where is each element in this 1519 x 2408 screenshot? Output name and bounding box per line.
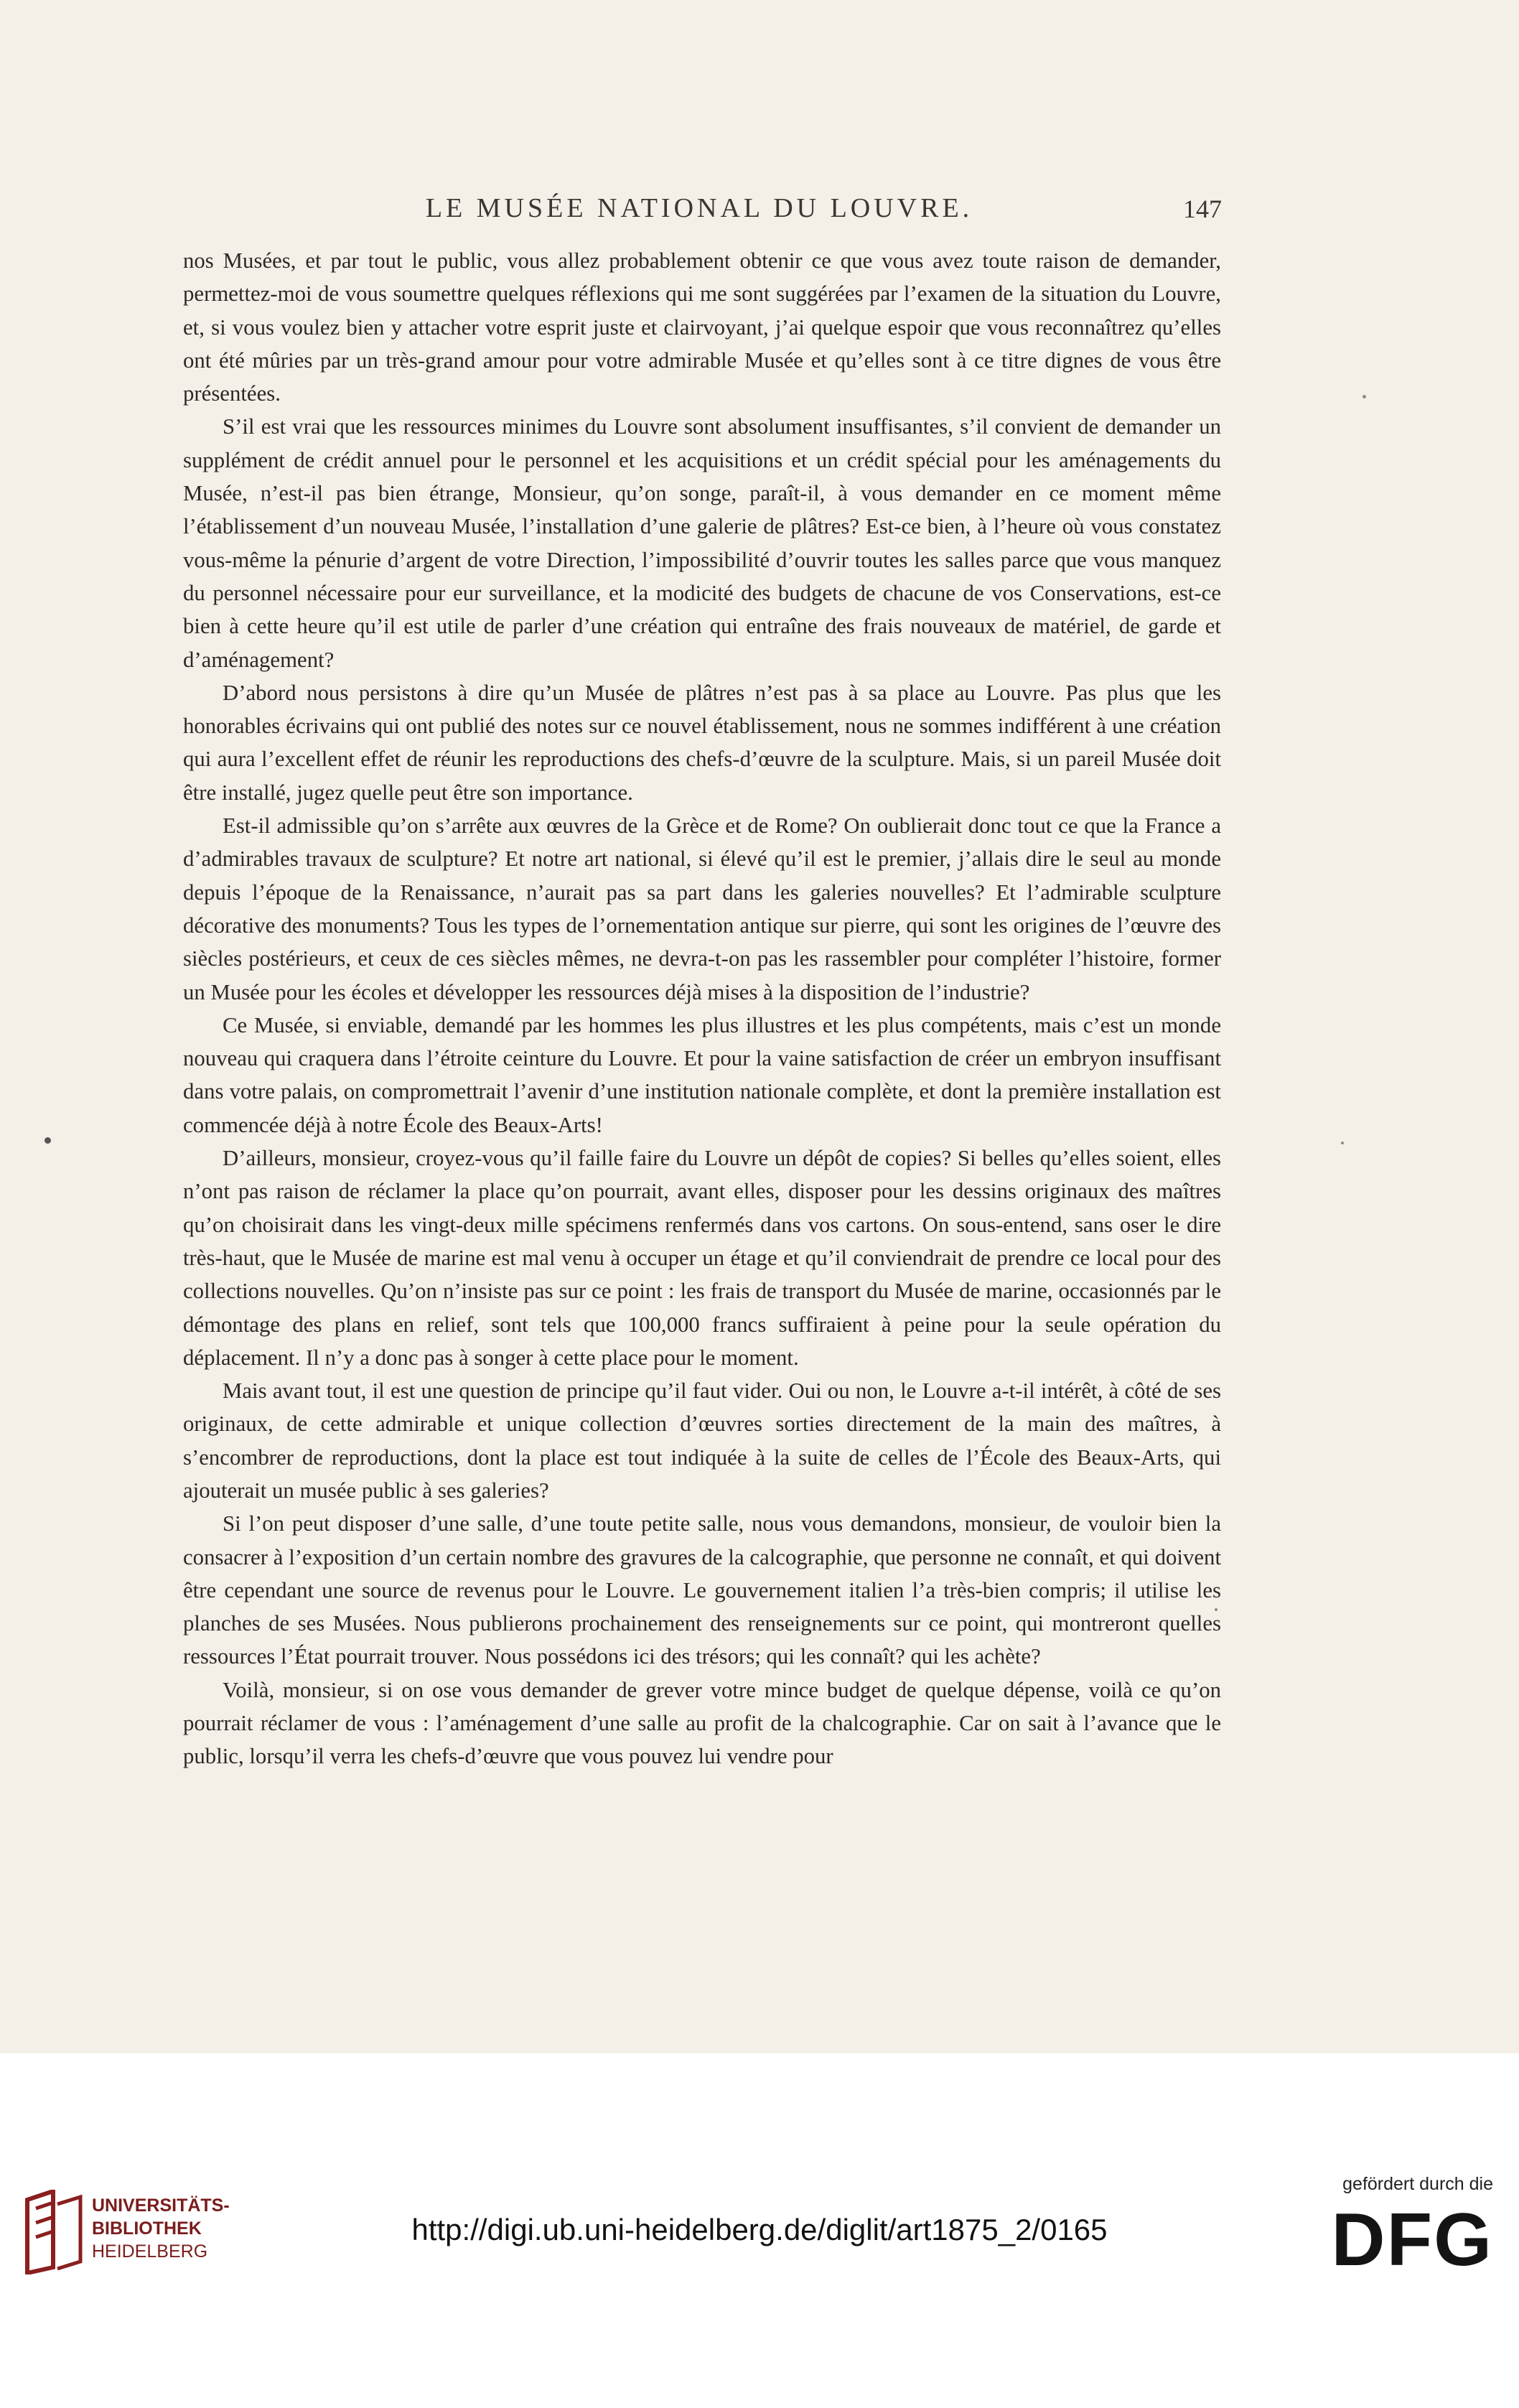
paragraph: Voilà, monsieur, si on ose vous demander de grever votre mince budget de quelque dépense, voilà ce qu’on pourrait réclamer de vous : l’aménagement d’une salle au profit de la chalcographie. Car on sait à l’avance que le public, lorsqu’il verra les chefs-d’œuvre que vous pouvez lui vendre pour xyxy=(183,1677,1221,1769)
paragraph: Si l’on peut disposer d’une salle, d’une toute petite salle, nous vous demandons, monsieur, de vouloir bien la consacrer à l’exposition d’un certain nombre des gravures de la calcographie, que personne ne connaît, et qui doivent être cependant une source de revenus pour le Louvre. Le gouvernement italien l’a très-bien compris; il utilise les planches de ses Musées. Nous publierons prochainement des renseignements sur ce point, qui montreront quelles ressources l’État pourrait trouver. Nous possédons ici des trésors; qui les connaît? qui les achète? xyxy=(183,1511,1221,1669)
funded-by-label: gefördert durch die xyxy=(1342,2174,1493,2194)
library-name-line: BIBLIOTHEK xyxy=(92,2218,202,2239)
paragraph: S’il est vrai que les ressources minimes du Louvre sont absolument insuffisantes, s’il convient de demander un supplément de crédit annuel pour le personnel et les acquisitions et un crédit spécial pour les aménagements du Musée, n’est-il pas bien étrange, Monsieur, qu’on songe, paraît-il, à vous demander en ce moment même l’établissement d’un nouveau Musée, l’installation d’une galerie de plâtres? Est-ce bien, à l’heure où vous constatez vous-même la pénurie d’argent de votre Direction, l’impossibilité d’ouvrir toutes les salles parce que vous manquez du personnel nécessaire pour eur surveillance, et la modicité des budgets de chacune de vos Conservations, est-ce bien à cette heure qu’il est utile de parler d’une création qui entraîne des frais nouveaux de matériel, de garde et d’aménagement? xyxy=(183,414,1221,672)
paragraph: Mais avant tout, il est une question de principe qu’il faut vider. Oui ou non, le Louvre a-t-il intérêt, à côté de ses originaux, de cette admirable et unique collection d’œuvres sorties directement de la main des maîtres, à s’encombrer de reproductions, dont la place est tout indiquée à la suite de celles de l’École des Beaux-Arts, qui ajouterait un musée public à ses galeries? xyxy=(183,1378,1221,1503)
paper-speck xyxy=(1215,1608,1217,1611)
paper-speck xyxy=(1363,395,1366,398)
article-body xyxy=(183,244,1221,1773)
library-name-line: HEIDELBERG xyxy=(92,2241,208,2262)
digitization-footer xyxy=(0,2053,1519,2408)
paragraph: Ce Musée, si enviable, demandé par les hommes les plus illustres et les plus compétents, mais c’est un monde nouveau qui craquera dans l’étroite ceinture du Louvre. Et pour la vaine satisfaction de créer un embryon insuffisant dans votre palais, on compromettrait l’avenir d’une institution nationale complète, et dont la première installation est commencée déjà à notre École des Beaux-Arts! xyxy=(183,1012,1221,1137)
paragraph: nos Musées, et par tout le public, vous allez probablement obtenir ce que vous avez toute raison de demander, permettez-moi de vous soumettre quelques réflexions qui me sont suggérées par l’examen de la situation du Louvre, et, si vous voulez bien y attacher votre esprit juste et clairvoyant, j’ai quelque espoir que vous reconnaîtrez qu’elles ont été mûries par un très-grand amour pour votre admirable Musée et qu’elles sont à ce titre dignes de vous être présentées. xyxy=(183,248,1221,406)
paper-speck xyxy=(45,1137,51,1144)
paragraph: D’ailleurs, monsieur, croyez-vous qu’il faille faire du Louvre un dépôt de copies? Si belles qu’elles soient, elles n’ont pas raison de réclamer la place qu’on pourrait, avant elles, disposer pour les dessins originaux des maîtres qu’on choisirait dans les vingt-deux mille spécimens renfermés dans vos cartons. On sous-entend, sans oser le dire très-haut, que le Musée de marine est mal venu à occuper un étage et qu’il conviendrait de prendre ce local pour des collections nouvelles. Qu’on n’insiste pas sur ce point : les frais de transport du Musée de marine, occasionnés par le démontage des plans en relief, sont tels que 100,000 francs suffiraient à peine pour la seule opération du déplacement. Il n’y a donc pas à songer à cette place pour le moment. xyxy=(183,1146,1221,1370)
permalink-url[interactable]: http://digi.ub.uni-heidelberg.de/diglit/art1875_2/0165 xyxy=(411,2213,1108,2246)
paragraph: D’abord nous persistons à dire qu’un Musée de plâtres n’est pas à sa place au Louvre. Pas plus que les honorables écrivains qui ont publié des notes sur ce nouvel établissement, nous ne sommes indifférent à une création qui aura l’excellent effet de réunir les reproductions des chefs-d’œuvre de la sculpture. Mais, si un pareil Musée doit être installé, jugez quelle peut être son importance. xyxy=(183,680,1221,805)
paper-speck xyxy=(1341,1142,1344,1144)
library-name-line: UNIVERSITÄTS- xyxy=(92,2195,230,2216)
dfg-logo: DFG xyxy=(1331,2198,1493,2282)
running-title: LE MUSÉE NATIONAL DU LOUVRE. xyxy=(425,193,973,223)
page-header xyxy=(177,192,1222,235)
paragraph: Est-il admissible qu’on s’arrête aux œuvres de la Grèce et de Rome? On oublierait donc tout ce que la France a d’admirables travaux de sculpture? Et notre art national, si élevé qu’il est le premier, j’allais dire le seul au monde depuis l’époque de la Renaissance, n’aurait pas sa part dans les galeries nouvelles? Et l’admirable sculpture décorative des monuments? Tous les types de l’ornementation antique sur pierre, qui sont les origines de l’œuvre des siècles postérieurs, et ceux de ces siècles mêmes, ne devra-t-on pas les rassembler pour compléter l’histoire, former un Musée pour les écoles et développer les ressources déjà mises à la disposition de l’industrie? xyxy=(183,813,1221,1004)
page-number: 147 xyxy=(1183,195,1222,223)
